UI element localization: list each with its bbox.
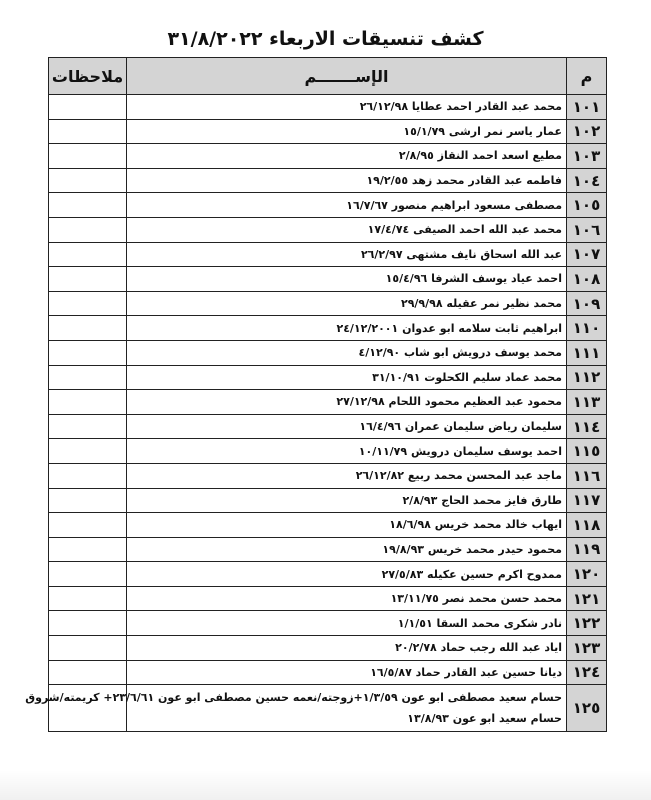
row-number: ١٢٥	[567, 685, 607, 732]
row-name: محمد حسن محمد نصر ١٣/١١/٧٥	[127, 586, 567, 611]
row-notes	[49, 636, 127, 661]
row-notes	[49, 586, 127, 611]
table-row	[49, 242, 607, 267]
page-title: كشف تنسيقات الاربعاء ٣١/٨/٢٠٢٢	[167, 28, 484, 50]
row-name	[25, 685, 567, 732]
row-name: اياد عبد الله رجب حماد ٢٠/٢/٧٨	[127, 636, 567, 661]
table-row	[49, 193, 607, 218]
row-name: عمار ياسر نمر ارشى ١٥/١/٧٩	[127, 119, 567, 144]
row-notes	[49, 488, 127, 513]
row-name: فاطمه عبد القادر محمد زهد ١٩/٢/٥٥	[127, 168, 567, 193]
row-name: ماجد عبد المحسن محمد ربيع ٢٦/١٢/٨٢	[127, 463, 567, 488]
table-row	[49, 168, 607, 193]
table-row	[49, 390, 607, 415]
row-number: ١١٤	[567, 414, 607, 439]
row-notes	[49, 414, 127, 439]
row-notes	[49, 144, 127, 169]
table-row	[49, 488, 607, 513]
row-notes	[49, 119, 127, 144]
table-row	[49, 562, 607, 587]
table-row	[49, 316, 607, 341]
row-name: ممدوح اكرم حسين عكيله ٢٧/٥/٨٣	[127, 562, 567, 587]
row-name: محمد عبد القادر احمد عطايا ٢٦/١٢/٩٨	[127, 95, 567, 120]
row-number: ١١٢	[567, 365, 607, 390]
header-notes: ملاحظات	[49, 58, 127, 95]
table-row	[49, 660, 607, 685]
row-notes	[49, 340, 127, 365]
row-number: ١٠٣	[567, 144, 607, 169]
row-name: مصطفى مسعود ابراهيم منصور ١٦/٧/٦٧	[127, 193, 567, 218]
row-number: ١١٣	[567, 390, 607, 415]
row-notes	[49, 365, 127, 390]
table-row	[49, 439, 607, 464]
row-name: طارق فايز محمد الحاج ٢/٨/٩٣	[127, 488, 567, 513]
row-number: ١٠٩	[567, 291, 607, 316]
table-row	[49, 291, 607, 316]
row-notes	[49, 95, 127, 120]
row-notes	[49, 562, 127, 587]
row-notes	[49, 168, 127, 193]
row-number: ١٠٧	[567, 242, 607, 267]
table-row	[49, 586, 607, 611]
table-row	[49, 463, 607, 488]
table-body	[25, 95, 607, 732]
row-notes	[49, 217, 127, 242]
row-number: ١٠٤	[567, 168, 607, 193]
row-number: ١٠١	[567, 95, 607, 120]
header-number: م	[567, 58, 607, 95]
row-name: ايهاب خالد محمد خريس ١٨/٦/٩٨	[127, 513, 567, 538]
row-number: ١٢٠	[567, 562, 607, 587]
row-notes	[49, 390, 127, 415]
table-row	[49, 95, 607, 120]
table-row	[49, 636, 607, 661]
row-number: ١٢١	[567, 586, 607, 611]
row-name: محمد عماد سليم الكحلوت ٣١/١٠/٩١	[127, 365, 567, 390]
table-row	[49, 414, 607, 439]
row-number: ١١١	[567, 340, 607, 365]
row-name: عبد الله اسحاق نايف مشتهى ٢٦/٢/٩٧	[127, 242, 567, 267]
row-name: سليمان رياض سليمان عمران ١٦/٤/٩٦	[127, 414, 567, 439]
row-number: ١٠٦	[567, 217, 607, 242]
row-notes	[49, 193, 127, 218]
row-name-line-1: حسام سعيد مصطفى ابو عون ١/٣/٥٩+زوجته/نعمه حسين مصطفى ابو عون ٢٣/٦/٦١+ كريمته/شروق	[25, 691, 562, 705]
row-number: ١١٦	[567, 463, 607, 488]
table-row	[49, 513, 607, 538]
row-number: ١٠٥	[567, 193, 607, 218]
header-name	[127, 58, 567, 95]
row-number: ١١٨	[567, 513, 607, 538]
row-notes	[49, 463, 127, 488]
row-notes	[49, 291, 127, 316]
row-notes	[49, 660, 127, 685]
table-row	[49, 340, 607, 365]
table-row	[49, 267, 607, 292]
header-name-label: الإســـــــم	[304, 66, 389, 86]
row-notes	[49, 316, 127, 341]
row-notes	[49, 439, 127, 464]
row-name: نادر شكرى محمد السقا ١/١/٥١	[127, 611, 567, 636]
photo-edge-shadow	[0, 770, 651, 800]
row-number: ١٠٨	[567, 267, 607, 292]
row-number: ١١٠	[567, 316, 607, 341]
row-number: ١١٩	[567, 537, 607, 562]
row-name: محمد يوسف درويش ابو شاب ٤/١٢/٩٠	[127, 340, 567, 365]
row-number: ١١٥	[567, 439, 607, 464]
table-row	[49, 217, 607, 242]
row-notes	[49, 267, 127, 292]
row-name: ابراهيم ثابت سلامه ابو عدوان ٢٤/١٢/٢٠٠١	[127, 316, 567, 341]
table-row	[49, 685, 607, 732]
row-name: محمود حيدر محمد خريس ١٩/٨/٩٣	[127, 537, 567, 562]
row-name: محمود عبد العظيم محمود اللحام ٢٧/١٢/٩٨	[127, 390, 567, 415]
row-number: ١١٧	[567, 488, 607, 513]
row-notes	[49, 537, 127, 562]
row-notes	[49, 513, 127, 538]
table-row	[49, 119, 607, 144]
row-name: مطيع اسعد احمد النقاز ٢/٨/٩٥	[127, 144, 567, 169]
schedule-table	[25, 57, 607, 732]
row-name: احمد عياد يوسف الشرفا ١٥/٤/٩٦	[127, 267, 567, 292]
row-notes	[49, 242, 127, 267]
table-row	[49, 144, 607, 169]
row-number: ١٢٣	[567, 636, 607, 661]
row-name: محمد نظير نمر عقيله ٢٩/٩/٩٨	[127, 291, 567, 316]
row-name: ديانا حسين عبد القادر حماد ١٦/٥/٨٧	[127, 660, 567, 685]
row-number: ١٢٤	[567, 660, 607, 685]
row-name: محمد عبد الله احمد الصيفى ١٧/٤/٧٤	[127, 217, 567, 242]
table-row	[49, 611, 607, 636]
row-number: ١٠٢	[567, 119, 607, 144]
row-number: ١٢٢	[567, 611, 607, 636]
row-name-line-2: حسام سعيد ابو عون ١٣/٨/٩٣	[407, 712, 562, 726]
table-header-row	[49, 58, 607, 95]
row-notes	[49, 611, 127, 636]
table-row	[49, 537, 607, 562]
table-row	[49, 365, 607, 390]
row-name: احمد يوسف سليمان درويش ١٠/١١/٧٩	[127, 439, 567, 464]
